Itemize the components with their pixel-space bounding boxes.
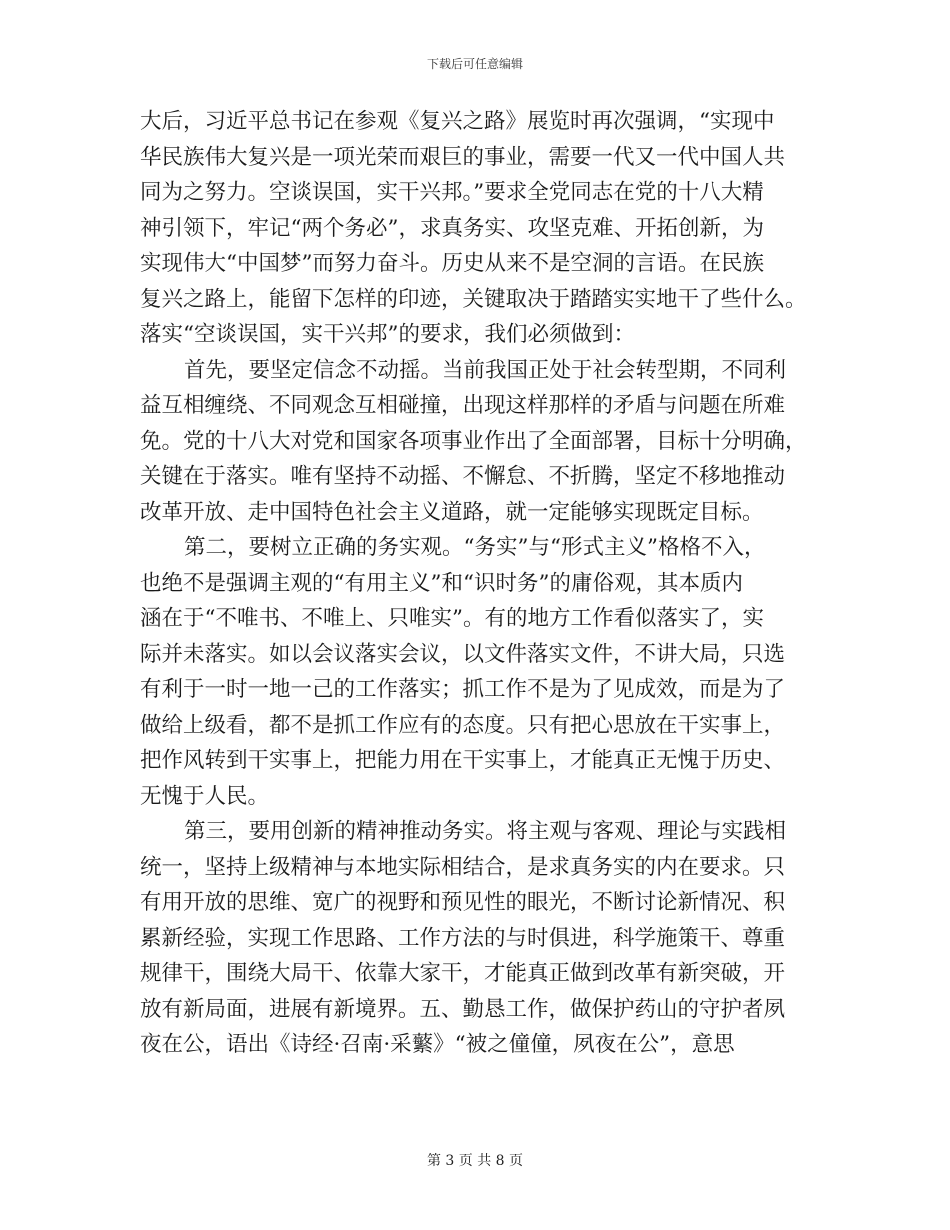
text-line: 第三，要用创新的精神推动务实。将主观与客观、理论与实践相 xyxy=(184,819,787,844)
text-line: 有用开放的思维、宽广的视野和预见性的眼光，不断讨论新情况、积 xyxy=(140,890,786,915)
text-line: 做给上级看，都不是抓工作应有的态度。只有把心思放在干实事上， xyxy=(140,712,786,738)
paragraph xyxy=(140,353,820,531)
page-header: 下载后可任意编辑 xyxy=(426,57,523,71)
text-line: 统一，坚持上级精神与本地实际相结合，是求真务实的内在要求。只 xyxy=(140,854,786,880)
text-line: 免。党的十八大对党和国家各项事业作出了全面部署，目标十分明确， xyxy=(140,428,807,454)
text-line: 放有新局面，进展有新境界。五、勤恳工作，做保护药山的守护者夙 xyxy=(140,996,786,1022)
text-line: 华民族伟大复兴是一项光荣而艰巨的事业，需要一代又一代中国人共 xyxy=(140,144,786,170)
paragraph xyxy=(140,814,820,1063)
text-line: 第二，要树立正确的务实观。“务实”与“形式主义”格格不入， xyxy=(184,535,766,560)
paragraph xyxy=(140,104,820,353)
text-line: 把作风转到干实事上，把能力用在干实事上，才能真正无愧于历史、 xyxy=(140,748,786,773)
text-line: 同为之努力。空谈误国，实干兴邦。”要求全党同志在党的十八大精 xyxy=(140,180,764,205)
paragraph xyxy=(140,530,820,814)
text-line: 际并未落实。如以会议落实会议，以文件落实文件，不讲大局，只选 xyxy=(140,641,786,667)
text-line: 改革开放、走中国特色社会主义道路，就一定能够实现既定目标。 xyxy=(140,499,764,525)
text-line: 有利于一时一地一己的工作落实；抓工作不是为了见成效，而是为了 xyxy=(140,677,786,702)
text-line: 夜在公，语出《诗经·召南·采蘩》“被之僮僮，夙夜在公”，意思 xyxy=(140,1032,735,1057)
text-line: 关键在于落实。唯有坚持不动摇、不懈怠、不折腾，坚定不移地推动 xyxy=(140,464,786,489)
text-line: 累新经验，实现工作思路、工作方法的与时俱进，科学施策干、尊重 xyxy=(140,925,786,951)
page-footer: 第 3 页 共 8 页 xyxy=(426,1153,524,1169)
text-line: 神引领下，牢记“两个务必”，求真务实、攻坚克难、开拓创新，为 xyxy=(140,215,764,241)
text-line: 规律干，围绕大局干、依靠大家干，才能真正做到改革有新突破，开 xyxy=(140,961,786,986)
text-line: 落实“空谈误国，实干兴邦”的要求，我们必须做到： xyxy=(140,322,635,347)
text-line: 益互相缠绕、不同观念互相碰撞，出现这样那样的矛盾与问题在所难 xyxy=(140,393,786,418)
text-line: 大后，习近平总书记在参观《复兴之路》展览时再次强调，“实现中 xyxy=(140,109,775,134)
text-line: 首先，要坚定信念不动摇。当前我国正处于社会转型期，不同利 xyxy=(184,357,787,383)
text-line: 实现伟大“中国梦”而努力奋斗。历史从来不是空洞的言语。在民族 xyxy=(140,251,764,276)
text-line: 也绝不是强调主观的“有用主义”和“识时务”的庸俗观，其本质内 xyxy=(140,570,743,596)
text-line: 无愧于人民。 xyxy=(140,783,270,809)
text-line: 复兴之路上，能留下怎样的印迹，关键取决于踏踏实实地干了些什么。 xyxy=(140,286,807,312)
text-line: 涵在于“不唯书、不唯上、只唯实”。有的地方工作看似落实了，实 xyxy=(140,606,764,631)
document-body xyxy=(140,104,820,1063)
